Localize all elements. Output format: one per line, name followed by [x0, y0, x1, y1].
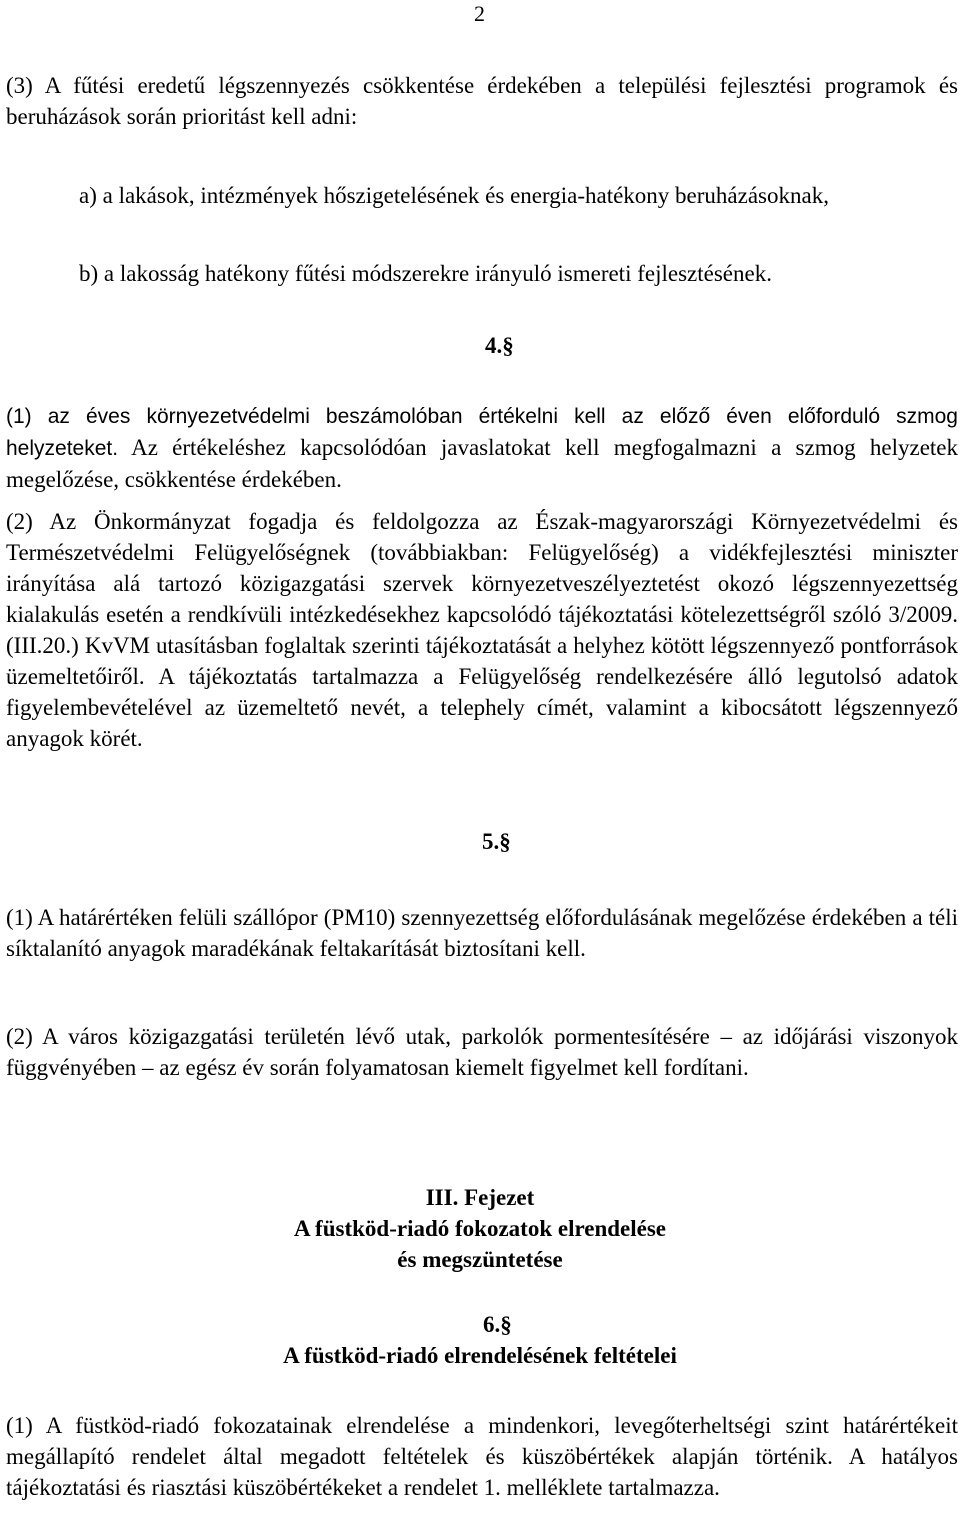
section5-p2-text: (2) A város közigazgatási területén lévő utak, parkolók pormentesítésére – az időjárási viszonyok függvényében – az egész év során folyamatosan kiemelt figyelmet kell fordítani. — [6, 1024, 958, 1080]
section-6-subtitle: A füstköd-riadó elrendelésének feltételei — [283, 1343, 677, 1368]
section4-paragraph-2 — [6, 506, 958, 754]
section3-paragraph — [6, 70, 958, 132]
section-5-heading: 5.§ — [482, 829, 511, 854]
section4-paragraph-1 — [6, 400, 958, 495]
section4-p1-part1: (1) az éves környezetvédelmi beszámolóban értékelni kell az előző éven előforduló szmog helyzeteket. — [6, 405, 958, 460]
section-6-heading: 6.§ — [483, 1312, 512, 1337]
section5-p1-text: (1) A határértéken felüli szállópor (PM10) szennyezettség előfordulásának megelőzése érdekében a téli síktalanító anyagok maradékának feltakarítását biztosítani kell. — [6, 905, 958, 961]
chapter-title-line-1: A füstköd-riadó fokozatok elrendelése — [293, 1216, 667, 1241]
chapter-title-line-2: és megszüntetése — [397, 1247, 563, 1272]
list-item-b-text: b) a lakosság hatékony fűtési módszerekre irányuló ismereti fejlesztésének. — [79, 261, 772, 286]
section4-p2-text: (2) Az Önkormányzat fogadja és feldolgozza az Észak-magyarországi Környezetvédelmi és Természetvédelmi Felügyelőségnek (továbbiakban: Felügyelőség) a vidékfejlesztési miniszter irányítása alá tartozó közigazgatási szervek környezetveszélyeztetést okozó légszennyezettség kialakulás esetén a rendkívüli intézkedésekhez kapcsolódó tájékoztatási kötelezettségről szóló 3/2009. (III.20.) KvVM utasításban foglaltak szerinti tájékoztatását a helyhez kötött légszennyező pontforrások üzemeltetőiről. A tájékoztatás tartalmazza a Felügyelőség rendelkezésére álló legutolsó adatok figyelembevételével az üzemeltető nevét, a telephely címét, valamint a kibocsátott légszennyező anyagok körét. — [6, 509, 958, 751]
page-number: 2 — [474, 1, 485, 26]
list-item-a-text: a) a lakások, intézmények hőszigetelésének és energia-hatékony beruházásoknak, — [79, 183, 829, 208]
list-item-b — [79, 258, 958, 289]
section5-paragraph-1 — [6, 902, 958, 964]
section4-p1-part2: Az értékeléshez kapcsolódóan javaslatokat kell megfogalmazni a szmog helyzetek megelőzése, csökkentése érdekében. — [6, 435, 958, 492]
list-item-a — [79, 180, 958, 211]
section6-paragraph-1 — [6, 1410, 958, 1503]
paragraph-3: (3) A fűtési eredetű légszennyezés csökkentése érdekében a települési fejlesztési programok és beruházások során prioritást kell adni: — [6, 73, 958, 129]
section6-p1-text: (1) A füstköd-riadó fokozatainak elrendelése a mindenkori, levegőterheltségi szint határértékeit megállapító rendelet által megadott feltételek és küszöbértékek alapján történik. A hatályos tájékoztatási és riasztási küszöbértékeket a rendelet 1. melléklete tartalmazza. — [6, 1413, 958, 1500]
section5-paragraph-2 — [6, 1021, 958, 1083]
section-4-heading: 4.§ — [485, 333, 514, 358]
chapter-number: III. Fejezet — [425, 1185, 535, 1210]
